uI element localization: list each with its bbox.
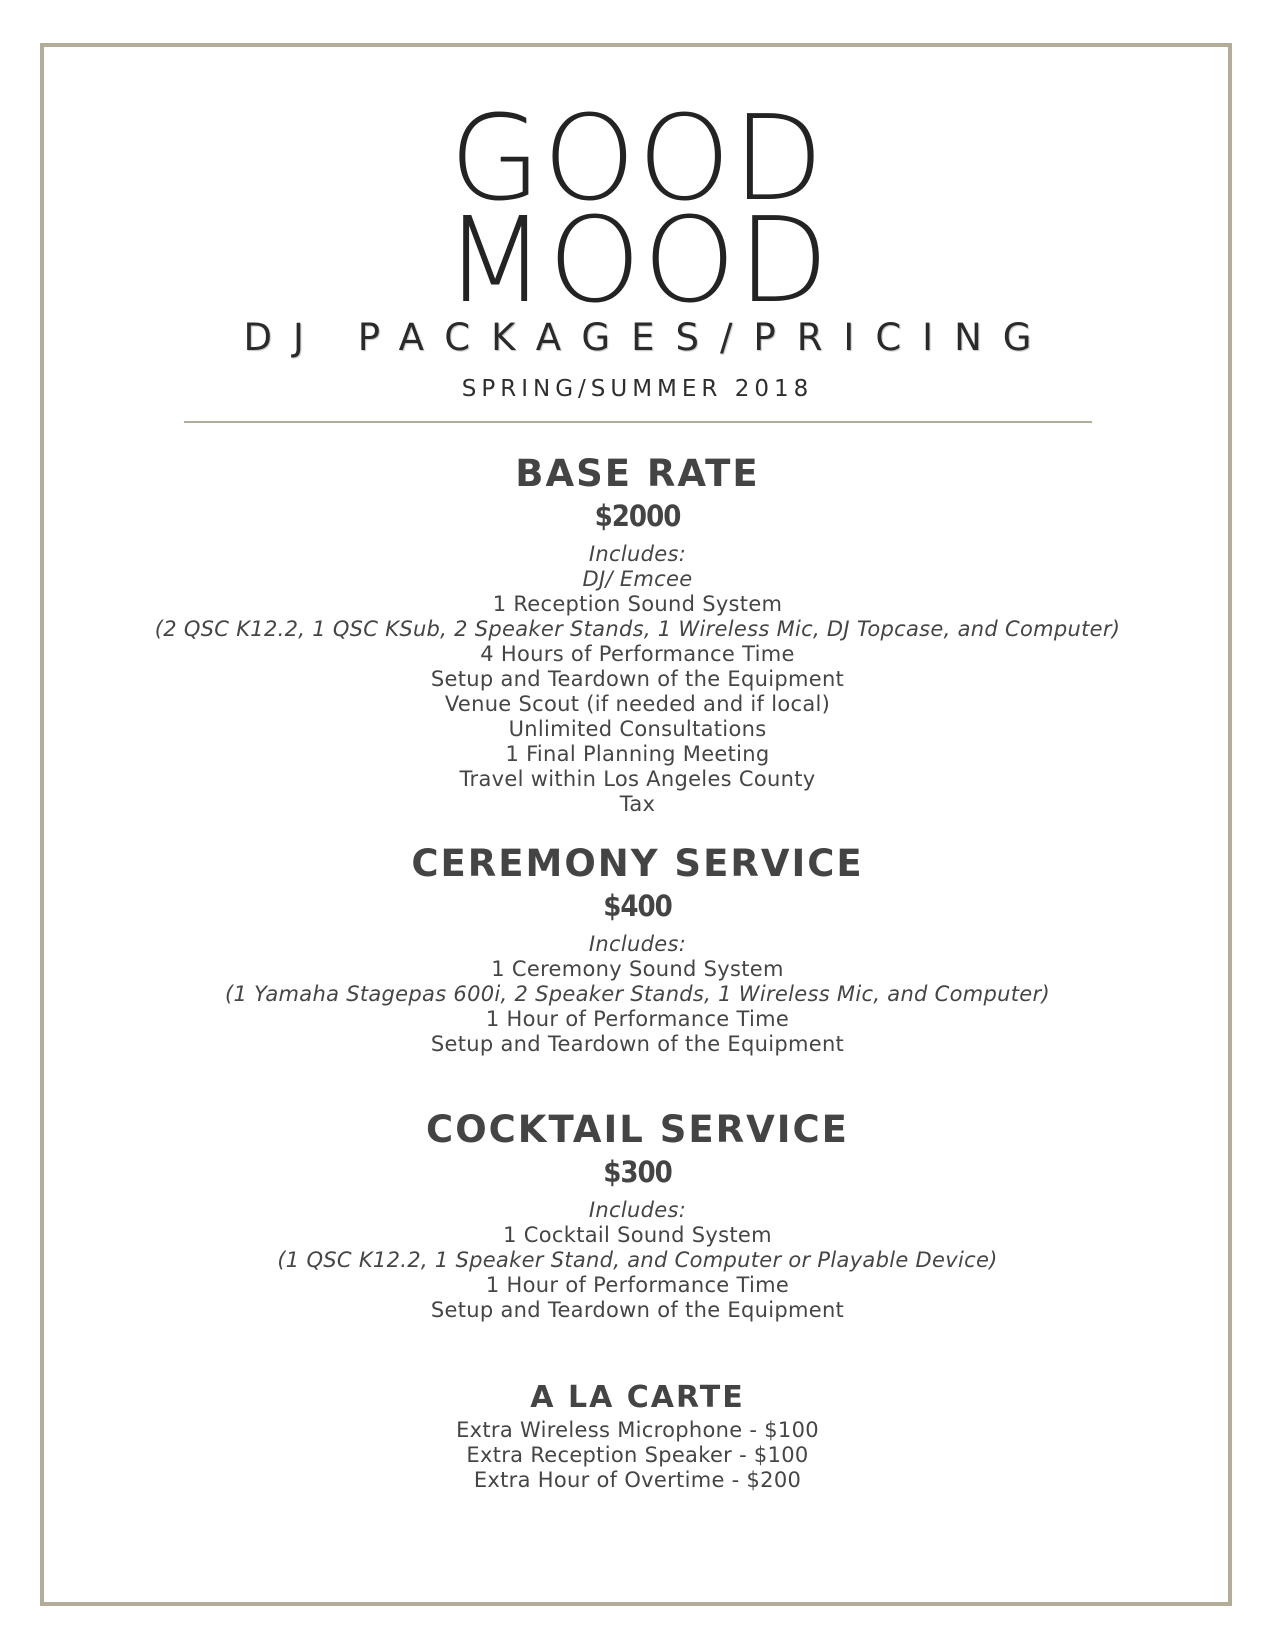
season-label: SPRING/SUMMER 2018 [461,376,814,402]
section-base-rate [0,452,1275,817]
list-item: 1 Final Planning Meeting [505,742,770,766]
item-list [0,957,1275,1057]
section-ceremony-service [0,842,1275,1057]
list-item: DJ/ Emcee [582,567,693,591]
a-la-carte-item: Extra Wireless Microphone - $100 [456,1418,819,1442]
section-price: $2000 [594,499,681,533]
includes-label: Includes: [588,932,687,956]
list-item: 1 Cocktail Sound System [503,1223,772,1247]
list-item: (1 Yamaha Stagepas 600i, 2 Speaker Stands, 1 Wireless Mic, and Computer) [225,982,1050,1006]
list-item: 1 Reception Sound System [492,592,783,616]
includes-label: Includes: [588,542,687,566]
list-item: Unlimited Consultations [508,717,767,741]
logo-line-1: GOOD [449,89,826,227]
section-price: $300 [603,1155,672,1189]
list-item: 4 Hours of Performance Time [480,642,795,666]
list-item: Tax [619,792,656,816]
logo-line-2: MOOD [444,191,831,329]
section-title: A LA CARTE [530,1380,745,1415]
list-item: Setup and Teardown of the Equipment [430,1032,845,1056]
section-title: CEREMONY SERVICE [411,842,864,885]
a-la-carte-list [0,1418,1275,1493]
item-list [0,1223,1275,1323]
document-subtitle: DJ PACKAGES/PRICING [243,316,1053,359]
list-item: (2 QSC K12.2, 1 QSC KSub, 2 Speaker Stands, 1 Wireless Mic, DJ Topcase, and Computer) [154,617,1121,641]
list-item: Travel within Los Angeles County [459,767,816,791]
logo-mood [0,191,1275,329]
list-item: Venue Scout (if needed and if local) [444,692,831,716]
list-item: 1 Hour of Performance Time [485,1273,790,1297]
list-item: 1 Hour of Performance Time [485,1007,790,1031]
section-cocktail-service [0,1108,1275,1323]
section-a-la-carte [0,1380,1275,1493]
list-item: Setup and Teardown of the Equipment [430,1298,845,1322]
item-list [0,567,1275,817]
section-title: BASE RATE [515,452,760,495]
list-item: Setup and Teardown of the Equipment [430,667,845,691]
a-la-carte-item: Extra Hour of Overtime - $200 [473,1468,802,1492]
list-item: 1 Ceremony Sound System [491,957,784,981]
section-title: COCKTAIL SERVICE [426,1108,849,1151]
section-price: $400 [603,889,672,923]
list-item: (1 QSC K12.2, 1 Speaker Stand, and Computer or Playable Device) [277,1248,998,1272]
a-la-carte-item: Extra Reception Speaker - $100 [466,1443,809,1467]
header-divider [184,421,1092,423]
includes-label: Includes: [588,1198,687,1222]
